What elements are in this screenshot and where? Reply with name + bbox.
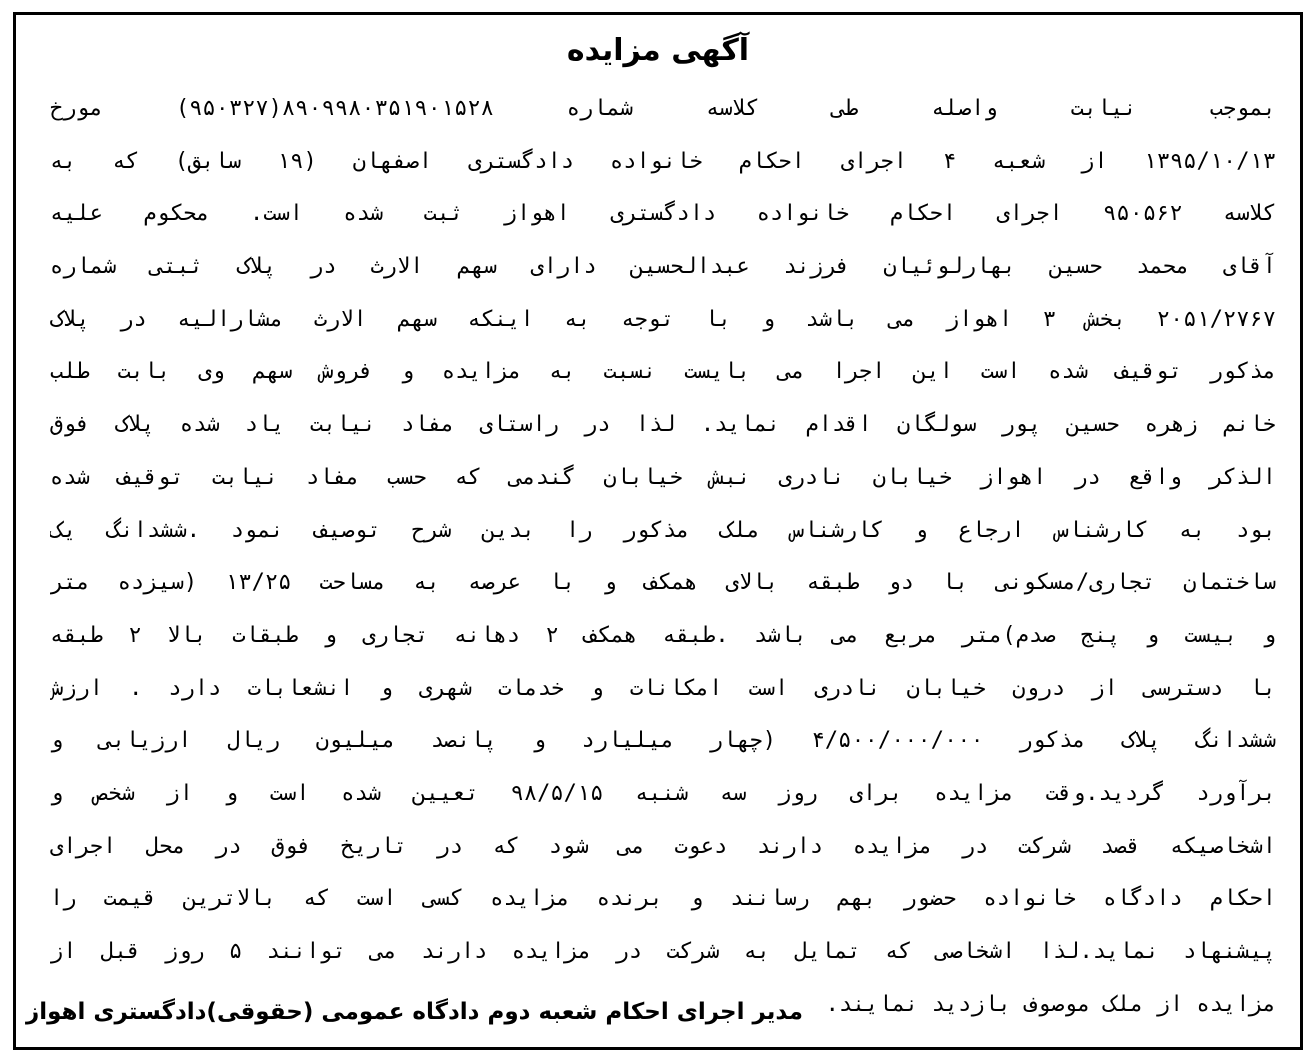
notice-line: برآورد گردید.وقت مزایده برای روز سه شنبه ۹۸/۵/۱۵ تعیین شده است و از شخص و xyxy=(50,780,1276,806)
notice-line: با دسترسی از درون خیابان نادری است امکانات و خدمات شهری و انشعابات دارد . ارزش xyxy=(50,675,1276,701)
notice-line: احکام دادگاه خانواده حضور بهم رسانند و برنده مزایده کسی است که بالاترین قیمت را xyxy=(50,886,1276,912)
notice-line: مزایده از ملک موصوف بازدید نمایند. xyxy=(825,991,1276,1017)
notice-body xyxy=(50,83,1276,1031)
notice-frame xyxy=(13,12,1303,1050)
notice-line: بموجب نیابت واصله طی کلاسه شماره ۸۹۰۹۹۸۰۳۵۱۹۰۱۵۲۸(۹۵۰۳۲۷) مورخ xyxy=(50,96,1276,121)
notice-line: خانم زهره حسین پور سولگان اقدام نماید. لذا در راستای مفاد نیابت یاد شده پلاک فوق xyxy=(50,412,1276,438)
notice-line: الذکر واقع در اهواز خیابان نادری نبش خیابان گندمی که حسب مفاد نیابت توقیف شده xyxy=(50,464,1276,490)
signature-line: مدیر اجرای احکام شعبه دوم دادگاه عمومی (حقوقی)دادگستری اهواز xyxy=(26,999,803,1025)
notice-line: ۱۳۹۵/۱۰/۱۳ از شعبه ۴ اجرای احکام خانواده دادگستری اصفهان (۱۹ سابق) که به xyxy=(50,148,1276,174)
notice-line: ششدانگ پلاک مذکور ۴/۵۰۰/۰۰۰/۰۰۰ (چهار میلیارد و پانصد میلیون ریال ارزیابی و xyxy=(50,728,1276,754)
notice-line: و بیست و پنج صدم)متر مربع می باشد .طبقه همکف ۲ دهانه تجاری و طبقات بالا ۲ طبقه xyxy=(50,622,1276,648)
notice-line: ساختمان تجاری/مسکونی با دو طبقه بالای همکف و با عرصه به مساحت ۱۳/۲۵ (سیزده متر xyxy=(50,570,1276,596)
notice-line: پیشنهاد نماید.لذا اشخاصی که تمایل به شرکت در مزایده دارند می توانند ۵ روز قبل از xyxy=(50,939,1276,964)
notice-line: کلاسه ۹۵۰۵۶۲ اجرای احکام خانواده دادگستری اهواز ثبت شده است. محکوم علیه xyxy=(50,201,1276,227)
notice-title: آگهی مزایده xyxy=(566,33,750,68)
notice-line: ۲۰۵۱/۲۷۶۷ بخش ۳ اهواز می باشد و با توجه به اینکه سهم الارث مشارالیه در پلاک xyxy=(50,306,1276,332)
notice-line: بود به کارشناس ارجاع و کارشناس ملک مذکور را بدین شرح توصیف نمود .ششدانگ یک xyxy=(50,517,1276,543)
notice-line: اشخاصیکه قصد شرکت در مزایده دارند دعوت می شود که در تاریخ فوق در محل اجرای xyxy=(50,833,1276,859)
notice-line: آقای محمد حسین بهارلوئیان فرزند عبدالحسین دارای سهم الارث در پلاک ثبتی شماره xyxy=(50,254,1276,280)
notice-line: مذکور توقیف شده است این اجرا می بایست نسبت به مزایده و فروش سهم وی بابت طلب xyxy=(50,359,1276,385)
